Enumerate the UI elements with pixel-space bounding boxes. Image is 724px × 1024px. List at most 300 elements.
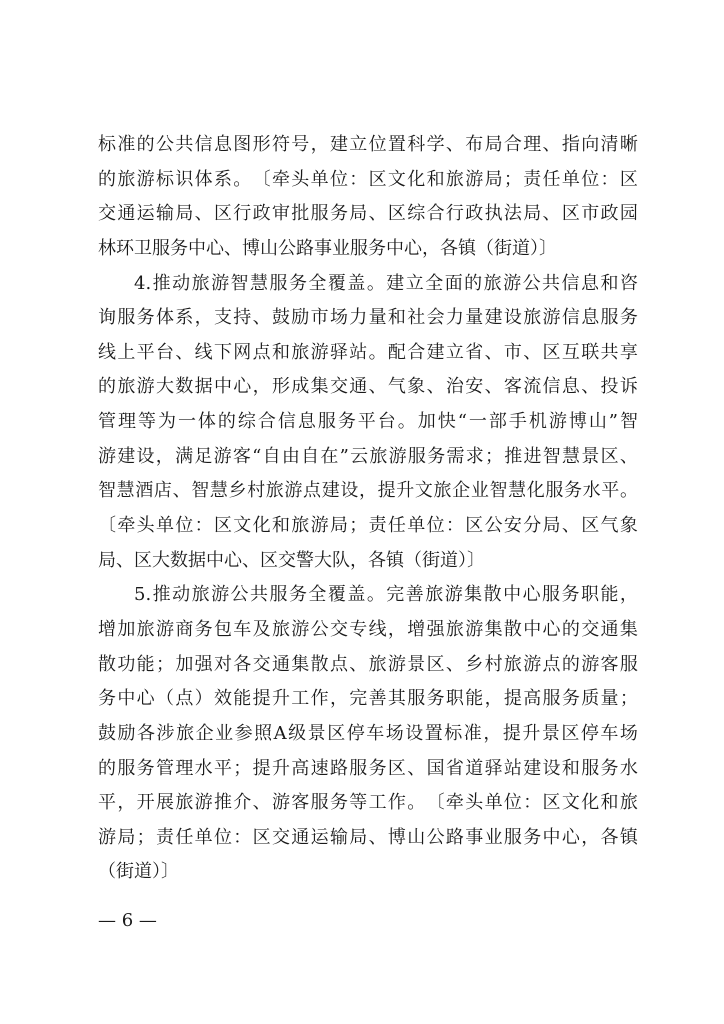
text-glyph: 车 <box>600 722 619 744</box>
text-glyph: ） <box>194 688 213 710</box>
text-glyph: 立 <box>445 341 464 363</box>
text-glyph: 平 <box>136 341 155 363</box>
text-glyph: 建 <box>329 134 348 155</box>
text-glyph: 设 <box>340 480 359 502</box>
text-glyph: 点 <box>329 653 348 675</box>
text-glyph: 头 <box>465 792 484 814</box>
text-glyph: 加 <box>417 411 436 433</box>
text-glyph: 国 <box>426 757 445 779</box>
text-glyph: 、 <box>349 653 368 675</box>
text-glyph: 求 <box>465 445 484 467</box>
text-line: 局、区大数据中心、区交警大队，各镇（街道）〕 <box>98 549 485 571</box>
text-glyph: 一 <box>177 411 196 433</box>
text-glyph: 位 <box>581 168 600 190</box>
text-glyph: 旅 <box>425 584 444 606</box>
text-glyph: 设 <box>542 757 561 779</box>
text-glyph: 公 <box>310 618 329 640</box>
text-glyph: 云 <box>350 445 369 467</box>
text-glyph: 务 <box>426 688 445 710</box>
text-glyph: 覆 <box>327 272 346 294</box>
text-glyph: 点 <box>542 653 561 675</box>
text-glyph: 提 <box>377 480 396 502</box>
text-glyph: 站 <box>349 341 368 363</box>
text-glyph: 服 <box>117 757 136 779</box>
text-glyph: 任 <box>175 826 194 848</box>
text-glyph: 交 <box>271 826 290 848</box>
text-glyph: 和 <box>600 272 619 294</box>
text-glyph: 诉 <box>619 376 638 398</box>
text-glyph: 区 <box>465 515 484 537</box>
text-glyph: ： <box>523 792 542 814</box>
text-glyph: 速 <box>310 757 329 779</box>
text-glyph: 、 <box>542 134 561 155</box>
text-glyph: 标 <box>98 134 116 155</box>
text-glyph: 、 <box>445 653 464 675</box>
text-glyph: 游 <box>194 792 213 814</box>
text-glyph: 自 <box>301 445 320 467</box>
text-glyph: 服 <box>317 411 336 433</box>
text-glyph: 为 <box>157 411 176 433</box>
text-glyph: 区 <box>327 722 346 744</box>
text-glyph: 建 <box>117 445 136 467</box>
text-glyph: 游 <box>388 445 407 467</box>
text-glyph: 业 <box>470 480 489 502</box>
text-glyph: 量 <box>600 688 619 710</box>
text-glyph: 和 <box>426 168 445 190</box>
text-glyph: 管 <box>98 411 116 433</box>
text-line <box>98 578 638 613</box>
text-glyph: 上 <box>117 341 136 363</box>
text-glyph: 共 <box>600 341 619 363</box>
text-glyph: 建 <box>484 307 503 329</box>
text-glyph: 社 <box>407 307 426 329</box>
text-glyph: 流 <box>523 376 542 398</box>
text-glyph: ， <box>483 722 502 744</box>
text-glyph: 游 <box>310 515 329 537</box>
text-glyph: 的 <box>464 272 483 294</box>
text-glyph: 务 <box>136 757 155 779</box>
text-glyph: 合 <box>426 203 445 225</box>
text-glyph: 车 <box>366 722 385 744</box>
text-glyph: 由 <box>281 445 300 467</box>
text-glyph: 、 <box>484 376 503 398</box>
text-glyph: 形 <box>271 376 290 398</box>
text-glyph: 旅 <box>291 515 310 537</box>
text-glyph: 升 <box>271 757 290 779</box>
text-glyph: 。 <box>619 480 638 502</box>
text-glyph: 能 <box>136 653 155 675</box>
text-glyph: 展 <box>155 792 174 814</box>
text-glyph: ” <box>608 411 618 433</box>
text-glyph: 、 <box>523 341 542 363</box>
text-glyph: 水 <box>619 757 638 779</box>
text-glyph: 。 <box>366 272 385 294</box>
text-glyph: 治 <box>445 376 464 398</box>
text-glyph: 气 <box>387 376 406 398</box>
text-glyph: 、 <box>368 376 387 398</box>
text-glyph: 专 <box>349 618 368 640</box>
text-glyph: 信 <box>561 307 580 329</box>
text-glyph: 批 <box>291 203 310 225</box>
text-glyph: 部 <box>488 411 507 433</box>
text-glyph: 中 <box>503 584 522 606</box>
text-glyph: 通 <box>117 203 136 225</box>
text-glyph: 服 <box>619 653 638 675</box>
text-glyph: 位 <box>213 826 232 848</box>
text-glyph: 力 <box>349 307 368 329</box>
text-glyph: 游 <box>98 826 116 848</box>
text-glyph: 、 <box>581 376 600 398</box>
text-glyph: 局 <box>329 515 348 537</box>
text-glyph: 息 <box>297 411 316 433</box>
text-glyph: 游 <box>211 584 230 606</box>
text-glyph: 形 <box>252 134 271 155</box>
text-glyph: 会 <box>426 307 445 329</box>
text-glyph: 区 <box>600 445 619 467</box>
text-glyph: 局 <box>484 168 503 190</box>
text-glyph: 理 <box>175 757 194 779</box>
text-glyph: ， <box>619 584 638 606</box>
text-glyph: 旅 <box>291 341 310 363</box>
text-glyph: 停 <box>346 722 365 744</box>
text-line <box>98 336 638 371</box>
text-glyph: 游 <box>136 168 155 190</box>
text-glyph: 投 <box>600 376 619 398</box>
text-glyph: 等 <box>137 411 156 433</box>
text-glyph: 务 <box>561 688 580 710</box>
text-glyph: 推 <box>152 584 171 606</box>
text-glyph: 手 <box>508 411 527 433</box>
text-glyph: 游 <box>213 445 232 467</box>
text-glyph: 等 <box>349 792 368 814</box>
text-glyph: 涉 <box>156 722 175 744</box>
text-glyph: 牵 <box>445 792 464 814</box>
text-glyph: 客 <box>503 376 522 398</box>
text-glyph: 科 <box>407 134 426 155</box>
text-glyph: 体 <box>197 411 216 433</box>
text-glyph: 推 <box>504 445 523 467</box>
text-glyph: 全 <box>308 584 327 606</box>
text-glyph: 增 <box>407 618 426 640</box>
text-glyph: 游 <box>291 618 310 640</box>
text-glyph: 全 <box>308 272 327 294</box>
text-glyph: 客 <box>291 792 310 814</box>
text-glyph: 服 <box>269 272 288 294</box>
text-glyph: 水 <box>194 757 213 779</box>
text-glyph: 旅 <box>523 307 542 329</box>
text-glyph: ； <box>484 445 503 467</box>
text-glyph: 升 <box>396 480 415 502</box>
text-glyph: ， <box>310 134 329 155</box>
text-glyph: 政 <box>600 203 619 225</box>
text-glyph: 作 <box>310 688 329 710</box>
text-glyph: ： <box>600 168 619 190</box>
text-glyph: ” <box>339 445 349 467</box>
text-glyph: 、 <box>368 203 387 225</box>
text-glyph: 各 <box>233 653 252 675</box>
text-glyph: 交 <box>252 653 271 675</box>
text-glyph: 务 <box>98 688 116 710</box>
text-glyph: 向 <box>581 134 600 155</box>
text-glyph: 客 <box>232 445 251 467</box>
text-glyph: 区 <box>387 203 406 225</box>
text-glyph: 提 <box>502 722 521 744</box>
paragraph-item-4 <box>98 267 638 579</box>
text-glyph: 牵 <box>271 168 290 190</box>
text-glyph: A <box>273 722 287 744</box>
text-glyph: 和 <box>271 341 290 363</box>
text-glyph: 驿 <box>329 341 348 363</box>
text-glyph: 力 <box>445 307 464 329</box>
text-glyph: 智 <box>98 480 116 502</box>
text-glyph: 文 <box>233 515 252 537</box>
text-glyph: ， <box>581 826 600 848</box>
text-glyph: 体 <box>155 307 174 329</box>
text-glyph: 全 <box>425 272 444 294</box>
text-glyph: 。 <box>397 411 416 433</box>
text-glyph: 各 <box>137 722 156 744</box>
text-glyph: 参 <box>234 722 253 744</box>
text-glyph: ， <box>387 618 406 640</box>
text-glyph: 省 <box>465 341 484 363</box>
text-glyph: 息 <box>561 376 580 398</box>
text-glyph: 商 <box>175 618 194 640</box>
text-glyph: 机 <box>528 411 547 433</box>
text-glyph: 、 <box>426 376 445 398</box>
text-glyph: 合 <box>407 341 426 363</box>
text-line <box>98 370 638 405</box>
text-glyph: 头 <box>291 168 310 190</box>
text-glyph: 水 <box>582 480 601 502</box>
text-glyph: 平 <box>357 411 376 433</box>
text-line <box>98 163 638 198</box>
text-glyph: 旅 <box>136 618 155 640</box>
text-glyph: 综 <box>237 411 256 433</box>
text-glyph: 慧 <box>209 480 228 502</box>
text-glyph: 建 <box>523 757 542 779</box>
text-glyph: 加 <box>117 618 136 640</box>
text-glyph: 快 <box>437 411 456 433</box>
text-glyph: 通 <box>600 618 619 640</box>
text-glyph: 的 <box>98 757 116 779</box>
text-line <box>98 682 638 717</box>
text-glyph: 准 <box>117 134 136 155</box>
text-glyph: 设 <box>405 722 424 744</box>
text-glyph: 共 <box>542 272 561 294</box>
text-line <box>98 440 638 475</box>
text-glyph: 的 <box>98 376 116 398</box>
text-glyph: 各 <box>600 826 619 848</box>
text-glyph: 智 <box>230 272 249 294</box>
text-glyph: ； <box>503 168 522 190</box>
text-glyph: 务 <box>561 584 580 606</box>
text-glyph: 提 <box>252 688 271 710</box>
text-glyph: 、 <box>252 792 271 814</box>
text-glyph: 服 <box>349 757 368 779</box>
text-glyph: 运 <box>310 826 329 848</box>
text-glyph: 5. <box>134 584 152 606</box>
text-glyph: 务 <box>523 826 542 848</box>
text-glyph: 智 <box>191 480 210 502</box>
text-glyph: 站 <box>503 757 522 779</box>
text-glyph: 场 <box>385 722 404 744</box>
text-glyph: 识 <box>175 168 194 190</box>
text-line <box>98 786 638 821</box>
text-glyph: 局 <box>117 826 136 848</box>
text-glyph: 提 <box>252 757 271 779</box>
text-glyph: 旅 <box>271 618 290 640</box>
text-glyph: 加 <box>175 653 194 675</box>
text-glyph: 台 <box>377 411 396 433</box>
text-glyph: 中 <box>213 376 232 398</box>
text-glyph: 中 <box>117 688 136 710</box>
text-glyph: 单 <box>484 792 503 814</box>
text-glyph: 平 <box>213 757 232 779</box>
text-glyph: 道 <box>465 757 484 779</box>
text-glyph: 服 <box>545 480 564 502</box>
text-glyph: 对 <box>213 653 232 675</box>
text-glyph: 的 <box>217 411 236 433</box>
text-glyph: 、 <box>252 307 271 329</box>
text-glyph: 游 <box>523 653 542 675</box>
text-glyph: 进 <box>523 445 542 467</box>
text-glyph: 区 <box>213 515 232 537</box>
text-glyph: 鼓 <box>271 307 290 329</box>
text-glyph: 路 <box>329 757 348 779</box>
text-glyph: 推 <box>152 272 171 294</box>
text-glyph: 集 <box>484 618 503 640</box>
text-glyph: 其 <box>387 688 406 710</box>
text-glyph: 服 <box>503 826 522 848</box>
text-line <box>98 648 638 683</box>
text-glyph: 游 <box>310 341 329 363</box>
text-glyph: 盖 <box>347 272 366 294</box>
text-glyph: 旅 <box>191 272 210 294</box>
text-glyph: 线 <box>98 341 116 363</box>
text-glyph: ； <box>349 515 368 537</box>
text-glyph: ； <box>136 826 155 848</box>
text-glyph: 。 <box>368 341 387 363</box>
text-glyph: 责 <box>368 515 387 537</box>
text-glyph: （ <box>155 688 174 710</box>
text-glyph: 台 <box>155 341 174 363</box>
text-glyph: 交 <box>329 376 348 398</box>
text-glyph: 图 <box>233 134 252 155</box>
text-glyph: 酒 <box>135 480 154 502</box>
text-glyph: 覆 <box>327 584 346 606</box>
text-glyph: 旅 <box>176 722 195 744</box>
text-glyph: 区 <box>542 341 561 363</box>
text-glyph: 开 <box>136 792 155 814</box>
text-glyph: 智 <box>619 411 638 433</box>
text-glyph: 和 <box>600 792 619 814</box>
text-glyph: ： <box>194 515 213 537</box>
text-glyph: 园 <box>619 203 638 225</box>
text-glyph: 量 <box>368 307 387 329</box>
text-glyph: 旅 <box>368 653 387 675</box>
text-line: 林环卫服务中心、博山公路事业服务中心，各镇（街道）〕 <box>98 237 557 259</box>
text-glyph: 能 <box>233 688 252 710</box>
text-glyph: 系 <box>175 307 194 329</box>
text-glyph: 网 <box>233 341 252 363</box>
text-glyph: 信 <box>194 134 213 155</box>
text-line <box>98 509 638 544</box>
text-glyph: ： <box>349 168 368 190</box>
text-glyph: 车 <box>233 618 252 640</box>
text-glyph: 系 <box>213 168 232 190</box>
text-glyph: 区 <box>619 168 638 190</box>
text-glyph: 务 <box>329 792 348 814</box>
text-glyph: 升 <box>271 688 290 710</box>
text-glyph: 慧 <box>116 480 135 502</box>
text-glyph: 准 <box>463 722 482 744</box>
text-glyph: 合 <box>503 134 522 155</box>
text-glyph: 旅 <box>445 618 464 640</box>
text-glyph: 镇 <box>619 826 638 848</box>
text-glyph: 、 <box>561 515 580 537</box>
text-glyph: 高 <box>291 757 310 779</box>
text-glyph: 完 <box>386 584 405 606</box>
text-glyph: 自 <box>262 445 281 467</box>
text-glyph: 区 <box>213 203 232 225</box>
text-glyph: ， <box>155 445 174 467</box>
text-glyph: 清 <box>600 134 619 155</box>
text-glyph: 文 <box>561 792 580 814</box>
text-glyph: 乡 <box>228 480 247 502</box>
text-glyph: 山 <box>407 826 426 848</box>
text-glyph: 息 <box>213 134 232 155</box>
text-glyph: 游 <box>548 411 567 433</box>
text-glyph: 点 <box>252 341 271 363</box>
text-glyph: 法 <box>503 203 522 225</box>
text-glyph: 平 <box>601 480 620 502</box>
text-glyph: 位 <box>426 515 445 537</box>
text-glyph: 标 <box>155 168 174 190</box>
text-glyph: 量 <box>465 307 484 329</box>
text-glyph: 行 <box>445 203 464 225</box>
text-glyph: 游 <box>211 272 230 294</box>
text-glyph: 务 <box>329 203 348 225</box>
text-glyph: 文 <box>387 168 406 190</box>
text-glyph: 输 <box>329 826 348 848</box>
text-glyph: 中 <box>542 826 561 848</box>
text-glyph: 游 <box>542 307 561 329</box>
text-glyph: ， <box>358 480 377 502</box>
text-glyph: 信 <box>542 376 561 398</box>
text-glyph: 单 <box>407 515 426 537</box>
text-glyph: 理 <box>117 411 136 433</box>
text-glyph: 质 <box>581 688 600 710</box>
text-glyph: 游 <box>284 480 303 502</box>
text-glyph: 服 <box>600 307 619 329</box>
text-glyph: 旅 <box>117 376 136 398</box>
text-glyph: 市 <box>310 307 329 329</box>
text-glyph: 符 <box>271 134 290 155</box>
text-glyph: 旅 <box>175 792 194 814</box>
text-glyph: 建 <box>426 341 445 363</box>
text-glyph: 作 <box>387 792 406 814</box>
text-glyph: 照 <box>254 722 273 744</box>
text-glyph: 能 <box>600 584 619 606</box>
text-glyph: 职 <box>580 584 599 606</box>
text-glyph: “ <box>252 445 262 467</box>
text-glyph: 心 <box>233 376 252 398</box>
text-glyph: 在 <box>320 445 339 467</box>
text-glyph: 息 <box>580 272 599 294</box>
text-glyph: 心 <box>542 618 561 640</box>
text-glyph: 公 <box>426 826 445 848</box>
text-glyph: 游 <box>271 792 290 814</box>
